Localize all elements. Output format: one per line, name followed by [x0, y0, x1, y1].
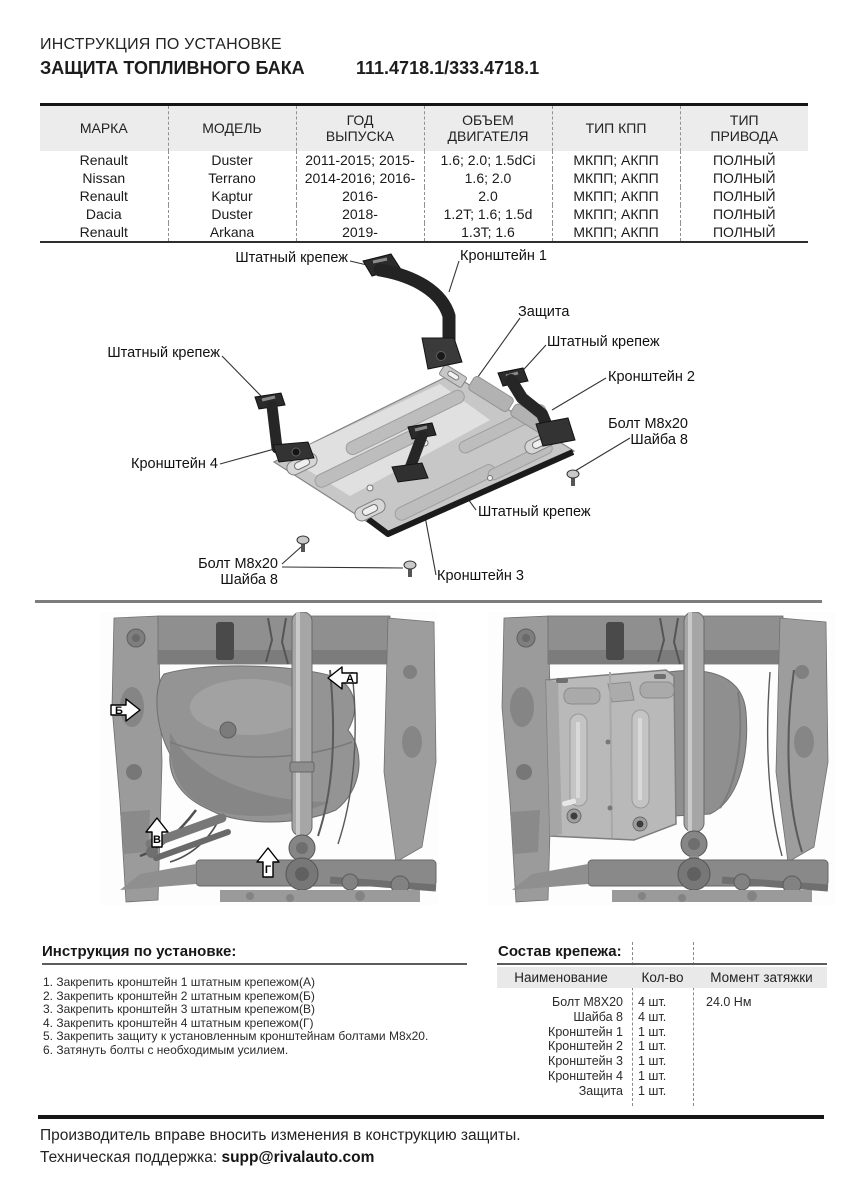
fitment-cell: МКПП; АКПП	[552, 187, 680, 205]
fitment-cell: Nissan	[82, 169, 126, 186]
part-name: Защита	[578, 1083, 623, 1098]
label-bracket-4: Кронштейн 4	[131, 456, 218, 472]
part-qty: 4 шт.	[638, 1009, 667, 1024]
fitment-cell: Renault	[79, 187, 128, 204]
col-engine: ОБЪЕМ ДВИГАТЕЛЯ	[424, 105, 552, 151]
fitment-cell: 2.0	[424, 187, 552, 205]
instruction-item: 6. Затянуть болты с необходимым усилием.	[43, 1042, 289, 1057]
part-qty: 4 шт.	[638, 995, 667, 1009]
cross-member-top	[548, 616, 783, 664]
photo-underbody-before	[100, 612, 438, 905]
fitment-row	[40, 187, 808, 205]
fitment-cell: Renault	[79, 151, 128, 168]
fitment-row	[40, 223, 808, 242]
photo-underbody-after	[488, 612, 835, 905]
fitment-cell: ПОЛНЫЙ	[680, 205, 808, 223]
manufacturer-notice: Производитель вправе вносить изменения в конструкцию защиты.	[40, 1127, 521, 1144]
fitment-cell: ПОЛНЫЙ	[680, 151, 808, 169]
exploded-view-diagram	[70, 248, 730, 598]
fitment-table	[40, 103, 808, 243]
fitment-cell: Terrano	[168, 169, 296, 187]
fitment-cell: МКПП; АКПП	[552, 223, 680, 242]
fitment-cell: ПОЛНЫЙ	[680, 169, 808, 187]
instruction-item: 4. Закрепить кронштейн 4 штатным крепежом(Г)	[43, 1015, 314, 1030]
label-bolt-right: Болт М8х20	[608, 416, 688, 432]
label-bracket-2: Кронштейн 2	[608, 369, 695, 385]
fitment-cell: 2014-2016; 2016-	[296, 169, 424, 187]
marker-letter-b: Б	[115, 705, 123, 717]
label-washer-right: Шайба 8	[630, 432, 688, 448]
label-factory-fastener-left: Штатный крепеж	[107, 345, 220, 361]
label-bolt-bottom: Болт М8х20	[198, 556, 278, 572]
bolt-icon	[404, 561, 416, 577]
fitment-cell: МКПП; АКПП	[552, 169, 680, 187]
footer-rule	[38, 1115, 824, 1119]
fitment-cell: Arkana	[168, 223, 296, 242]
instructions-rule	[42, 963, 467, 965]
fitment-cell: Duster	[168, 205, 296, 223]
cross-member-top	[158, 616, 390, 664]
instruction-item: 5. Закрепить защиту к установленным кронштейнам болтами М8х20.	[43, 1029, 429, 1044]
product-title: ЗАЩИТА ТОПЛИВНОГО БАКА	[40, 58, 305, 78]
section-divider	[35, 600, 822, 603]
parts-col-name: Наименование	[514, 970, 608, 985]
part-name: Кронштейн 1	[548, 1024, 623, 1039]
part-name: Болт М8Х20	[552, 995, 623, 1009]
label-factory-fastener-right: Штатный крепеж	[547, 334, 660, 350]
label-factory-fastener-top: Штатный крепеж	[235, 250, 348, 266]
bracket-1	[363, 254, 462, 369]
fitment-header-row	[40, 105, 808, 151]
part-qty: 1 шт.	[638, 1024, 667, 1039]
fitment-cell: Renault	[79, 223, 128, 240]
col-year: ГОД ВЫПУСКА	[296, 105, 424, 151]
instructions-heading: Инструкция по установке:	[42, 943, 237, 960]
label-bracket-1: Кронштейн 1	[460, 248, 547, 264]
fitment-row	[40, 169, 808, 187]
fitment-cell: Duster	[168, 151, 296, 169]
part-qty: 1 шт.	[638, 1039, 667, 1054]
parts-rule	[497, 963, 827, 965]
col-gearbox: ТИП КПП	[552, 105, 680, 151]
parts-row	[490, 1010, 835, 1025]
part-name: Кронштейн 2	[548, 1039, 623, 1054]
doc-type-title: ИНСТРУКЦИЯ ПО УСТАНОВКЕ	[40, 36, 282, 53]
part-numbers: 111.4718.1/333.4718.1	[356, 58, 540, 78]
part-qty: 1 шт.	[638, 1054, 667, 1069]
label-shield: Защита	[518, 304, 570, 320]
fitment-cell: Kaptur	[168, 187, 296, 205]
fitment-cell: Dacia	[85, 205, 122, 222]
fitment-cell: 2018-	[296, 205, 424, 223]
fitment-cell: 1.2T; 1.6; 1.5d	[424, 205, 552, 223]
driveshaft	[289, 612, 315, 880]
bolt-icon	[567, 470, 579, 486]
part-torque: 24.0 Нм	[706, 995, 752, 1009]
col-model: МОДЕЛЬ	[168, 105, 296, 151]
parts-row	[490, 1084, 835, 1099]
part-name: Кронштейн 3	[548, 1054, 623, 1069]
instruction-item: 2. Закрепить кронштейн 2 штатным крепежом(Б)	[43, 988, 315, 1003]
label-bracket-3: Кронштейн 3	[437, 568, 524, 584]
fitment-cell: МКПП; АКПП	[552, 151, 680, 169]
marker-letter-v: В	[153, 834, 161, 846]
marker-letter-g: Г	[264, 864, 272, 876]
fitment-cell: 2019-	[296, 223, 424, 242]
part-qty: 1 шт.	[638, 1069, 667, 1083]
part-name: Шайба 8	[573, 1009, 623, 1024]
support-email: supp@rivalauto.com	[221, 1149, 375, 1166]
fitment-cell: ПОЛНЫЙ	[680, 223, 808, 242]
fitment-row	[40, 151, 808, 169]
fitment-cell: 1.3T; 1.6	[424, 223, 552, 242]
fitment-cell: МКПП; АКПП	[552, 205, 680, 223]
label-washer-bottom: Шайба 8	[220, 572, 278, 588]
marker-letter-a: А	[346, 673, 354, 685]
part-name: Кронштейн 4	[548, 1069, 623, 1083]
parts-heading: Состав крепежа:	[498, 943, 622, 960]
parts-row	[490, 1039, 835, 1054]
fitment-cell: 2011-2015; 2015-	[296, 151, 424, 169]
support-line	[40, 1149, 374, 1167]
parts-col-qty: Кол-во	[641, 970, 684, 985]
fitment-cell: ПОЛНЫЙ	[680, 187, 808, 205]
parts-row	[490, 995, 835, 1010]
parts-row	[490, 1054, 835, 1069]
hardware-kit-table	[490, 940, 835, 1110]
instruction-item: 1. Закрепить кронштейн 1 штатным крепежом(А)	[43, 975, 316, 989]
label-factory-fastener-center: Штатный крепеж	[478, 504, 591, 520]
col-brand: МАРКА	[79, 120, 128, 137]
part-qty: 1 шт.	[638, 1083, 667, 1098]
fitment-cell: 2016-	[296, 187, 424, 205]
fitment-cell: 1.6; 2.0; 1.5dCi	[424, 151, 552, 169]
col-drive: ТИП ПРИВОДА	[680, 105, 808, 151]
parts-row	[490, 1069, 835, 1084]
driveshaft	[681, 612, 707, 878]
fitment-row	[40, 205, 808, 223]
parts-col-torque: Момент затяжки	[710, 970, 813, 985]
instruction-item: 3. Закрепить кронштейн 3 штатным крепежом(В)	[43, 1002, 316, 1017]
parts-row	[490, 1025, 835, 1040]
support-label: Техническая поддержка:	[40, 1149, 222, 1166]
installed-skid-plate	[546, 670, 676, 840]
fitment-cell: 1.6; 2.0	[424, 169, 552, 187]
